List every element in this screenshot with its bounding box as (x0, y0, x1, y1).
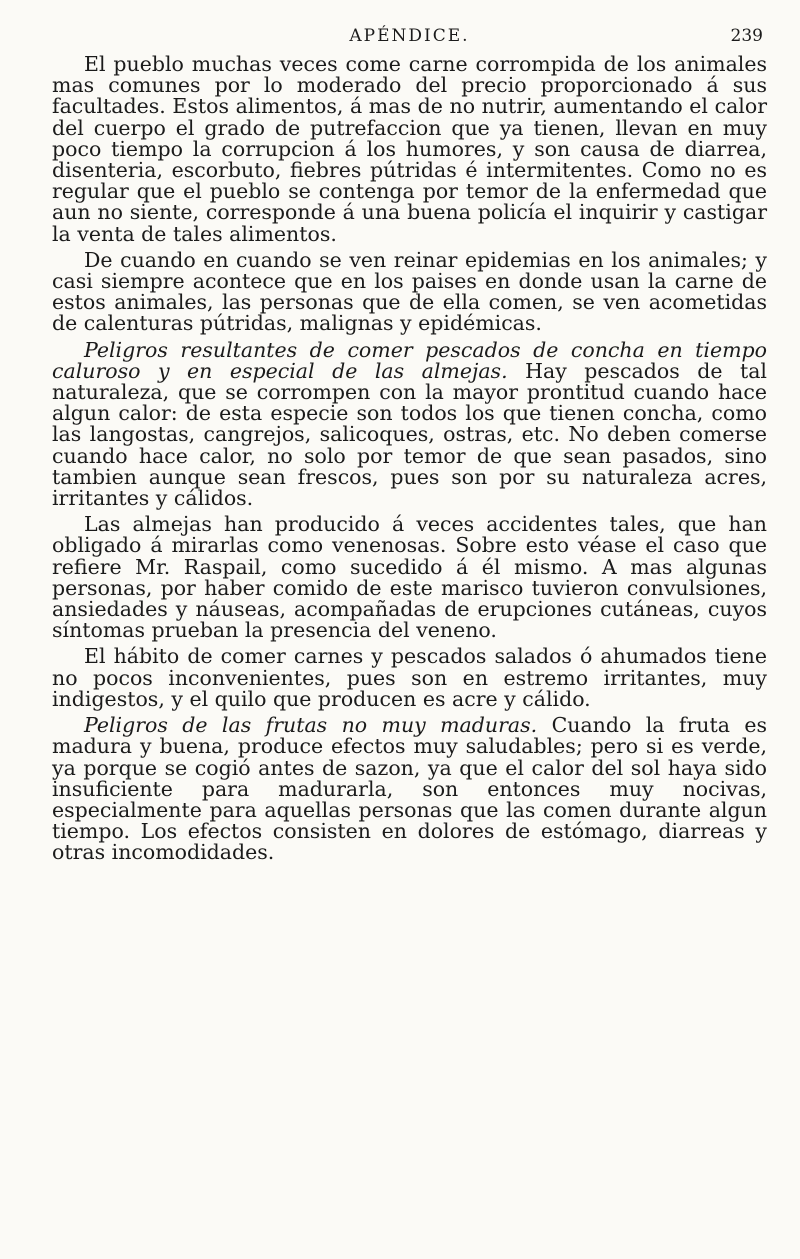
paragraph-unripe-fruit-text: Cuando la fruta es madura y buena, produce efectos muy saludables; pero si es verde, ya porque se cogió antes de sazon, ya que el calor del sol haya sido insuficiente para madurarla, son entonces muy nocivas, especialmente para aquellas personas que las comen durante algun tiempo. Los efectos consisten en dolores de estómago, diarreas y otras incomodidades. (52, 713, 767, 865)
section-title-shellfish: Peligros resultantes de comer pescados de concha en tiempo caluroso y en especial de las almejas. (52, 337, 767, 383)
paragraph-clams: Las almejas han producido á veces accidentes tales, que han obligado á mirarlas como venenosas. Sobre esto véase el caso que refiere Mr. Raspail, como sucedido á él mismo. A mas algunas personas, por haber comido de este marisco tuvieron convulsiones, ansiedades y náuseas, acompañadas de erupciones cutáneas, cuyos síntomas prueban la presencia del veneno. (52, 512, 767, 643)
book-page (52, 20, 767, 869)
page-number: 239 (730, 26, 763, 46)
section-title-fruit: Peligros de las frutas no muy maduras. (84, 713, 538, 738)
running-head (52, 20, 767, 54)
paragraph-unripe-fruit (52, 715, 767, 863)
paragraph-epidemics: De cuando en cuando se ven reinar epidemias en los animales; y casi siempre acontece que en los paises en donde usan la carne de estos animales, las personas que de ella comen, se ven acometidas de calenturas pútridas, malignas y epidémicas. (52, 247, 767, 336)
paragraph-shellfish (52, 337, 767, 511)
running-title: APÉNDICE. (349, 26, 470, 46)
paragraph-shellfish-text: Hay pescados de tal naturaleza, que se corrompen con la mayor prontitud cuando hace algun calor: de esta especie son todos los que tienen concha, como las langostas, cangrejos, salicoques, ostras, etc. No deben comerse cuando hace calor, no solo por temor de que sean pasados, sino tambien aunque sean frescos, pues son por su naturaleza acres, irritantes y cálidos. (52, 358, 767, 511)
paragraph-salted-meats: El hábito de comer carnes y pescados salados ó ahumados tiene no pocos inconvenientes, pues son en estremo irritantes, muy indigestos, y el quilo que producen es acre y cálido. (52, 644, 767, 711)
paragraph-rotten-meat: El pueblo muchas veces come carne corrompida de los animales mas comunes por lo moderado del precio proporcionado á sus facultades. Estos alimentos, á mas de no nutrir, aumentando el calor del cuerpo el grado de putrefaccion que ya tienen, llevan en muy poco tiempo la corrupcion á los humores, y son causa de diarrea, disenteria, escorbuto, fiebres pútridas é intermitentes. Como no es regular que el pueblo se contenga por temor de la enfermedad que aun no siente, corresponde á una buena policía el inquirir y castigar la venta de tales alimentos. (52, 52, 767, 246)
